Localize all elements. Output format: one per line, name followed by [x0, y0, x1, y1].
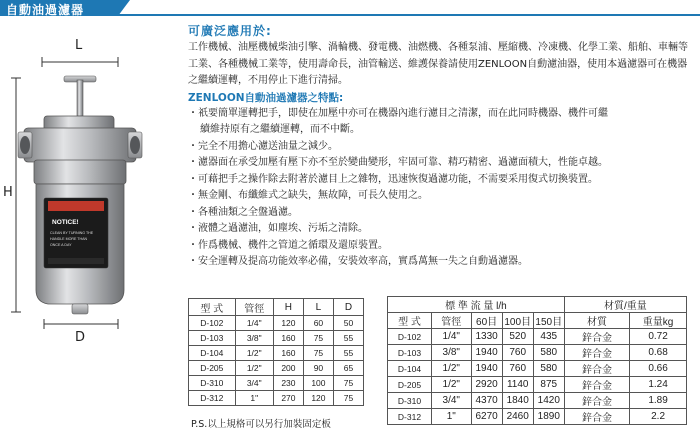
table-cell: 1/4": [235, 316, 273, 331]
table-cell: 230: [273, 376, 303, 391]
table-cell: D-310: [388, 393, 432, 409]
applications-paragraph: 工作機械、油壓機械柴油引擎、渦輪機、發電機、油燃機、各種泵浦、壓縮機、冷凍機、化學工業、船舶、車輛等工業、各種機械工業等，使用壽命長，油管輸送、維護保養請使用ZENLOON自動濾油器，使用本過濾器可在機器之繼續運轉，不用停止下進行清掃。: [188, 42, 688, 86]
applications-title: 可廣泛應用於:: [188, 24, 272, 38]
table-cell: 鋅合金: [564, 345, 629, 361]
table-row: [189, 346, 364, 361]
table-cell: 1940: [471, 345, 502, 361]
table-cell: 0.68: [630, 345, 687, 361]
header-cell: 材質: [564, 313, 629, 329]
table-cell: 75: [333, 376, 363, 391]
svg-text:CLEAN BY TURNING THE: CLEAN BY TURNING THE: [50, 231, 94, 235]
table-cell: 1420: [533, 393, 564, 409]
table-cell: 1.89: [630, 393, 687, 409]
table-cell: 760: [502, 345, 533, 361]
table-cell: 鋅合金: [564, 393, 629, 409]
table-row: [189, 376, 364, 391]
table-cell: 580: [533, 345, 564, 361]
table-cell: 1330: [471, 329, 502, 345]
table-cell: 75: [303, 331, 333, 346]
feature-item: ・液體之過濾油，如塵埃、污垢之清除。: [188, 223, 368, 234]
table-cell: 2920: [471, 377, 502, 393]
table-row: [189, 331, 364, 346]
table-cell: 0.66: [630, 361, 687, 377]
table-cell: 520: [502, 329, 533, 345]
filter-illustration: [0, 20, 180, 350]
table-cell: 120: [303, 391, 333, 406]
product-figure: [0, 20, 180, 350]
table-cell: 90: [303, 361, 333, 376]
dimension-label-d: D: [75, 330, 86, 345]
table-cell: 0.72: [630, 329, 687, 345]
page-title: 自動油過濾器: [6, 3, 85, 17]
feature-item: 續維持原有之繼續運轉，而不中斷。: [200, 124, 360, 135]
header-cell: 重量kg: [630, 313, 687, 329]
feature-item: ・安全運轉及提高功能效率必備，安裝效率高，實爲萬無一失之自動過濾器。: [188, 256, 528, 267]
table-cell: 160: [273, 346, 303, 361]
dimension-label-h: H: [3, 185, 13, 200]
dimensions-table: [188, 298, 364, 406]
table-cell: 1140: [502, 377, 533, 393]
table-row: [388, 393, 687, 409]
table-cell: 3/8": [431, 345, 471, 361]
features-title: ZENLOON自動油過濾器之特點:: [188, 91, 344, 104]
table-row: [388, 329, 687, 345]
table-cell: D-102: [388, 329, 432, 345]
table-cell: 100: [303, 376, 333, 391]
table-cell: 120: [273, 316, 303, 331]
feature-item: ・完全不用擔心濾送油量之減少。: [188, 140, 338, 152]
table-row: [388, 345, 687, 361]
table-cell: 60: [303, 316, 333, 331]
table-row: [388, 409, 687, 425]
table-cell: D-102: [189, 316, 236, 331]
flow-group-header: 標 準 流 量 l/h: [388, 297, 565, 313]
header-cell: D: [333, 299, 363, 316]
table-cell: 1840: [502, 393, 533, 409]
table-cell: 3/8": [235, 331, 273, 346]
table-cell: 875: [533, 377, 564, 393]
flow-rate-table: [387, 296, 687, 425]
table-cell: 1/2": [431, 377, 471, 393]
table-cell: D-103: [388, 345, 432, 361]
svg-text:NOTICE!: NOTICE!: [52, 219, 79, 226]
header-cell: H: [273, 299, 303, 316]
table-cell: D-310: [189, 376, 236, 391]
table-cell: 1.24: [630, 377, 687, 393]
feature-item: ・濾器面在承受加壓有壓下亦不至於變曲變形，牢固可靠、精巧精密、過濾面積大，性能卓越。: [188, 157, 608, 168]
header-cell: 100目: [502, 313, 533, 329]
table-cell: 75: [333, 391, 363, 406]
table-cell: 鋅合金: [564, 377, 629, 393]
table-cell: 6270: [471, 409, 502, 425]
table-cell: D-205: [388, 377, 432, 393]
table-cell: D-205: [189, 361, 236, 376]
table-cell: 55: [333, 331, 363, 346]
footnote: P.S.以上規格可以另行加裝固定板: [191, 419, 331, 430]
table-row: [189, 361, 364, 376]
svg-text:HANDLE MORE THAN: HANDLE MORE THAN: [50, 237, 88, 241]
feature-item: ・無金剛、布纖維式之缺失，無故障，可長久使用之。: [188, 190, 428, 201]
table-cell: D-104: [388, 361, 432, 377]
table-cell: 鋅合金: [564, 329, 629, 345]
table-cell: D-103: [189, 331, 236, 346]
header-cell: 型 式: [189, 299, 236, 316]
feature-item: ・可藉把手之操作除去附著於濾目上之雜物，迅速恢復過濾功能，不需要采用復式切換裝置。: [188, 173, 598, 185]
header-bar: [0, 0, 700, 16]
svg-text:ONCE A DAY: ONCE A DAY: [50, 243, 72, 247]
table-cell: 鋅合金: [564, 409, 629, 425]
table-cell: 鋅合金: [564, 361, 629, 377]
header-cell: L: [303, 299, 333, 316]
table-cell: 2.2: [630, 409, 687, 425]
table-group-header-row: [388, 297, 687, 313]
feature-item: ・祇要簡單運轉把手，即使在加壓中亦可在機器內進行濾目之清潔，而在此同時機器、機件可繼: [188, 107, 608, 119]
table-cell: 3/4": [235, 376, 273, 391]
table-cell: D-312: [189, 391, 236, 406]
table-cell: 4370: [471, 393, 502, 409]
dimension-label-l: L: [75, 38, 83, 53]
table-cell: 435: [533, 329, 564, 345]
table-row: [388, 361, 687, 377]
header-cell: 60目: [471, 313, 502, 329]
header-line: [118, 14, 700, 16]
table-cell: 1890: [533, 409, 564, 425]
table-cell: 50: [333, 316, 363, 331]
feature-item: ・各種油類之全盤過濾。: [188, 206, 298, 218]
table-header-row: [189, 299, 364, 316]
table-cell: 580: [533, 361, 564, 377]
table-cell: 160: [273, 331, 303, 346]
header-cell: 型 式: [388, 313, 432, 329]
table-header-row: [388, 313, 687, 329]
material-group-header: 材質/重量: [564, 297, 686, 313]
description-block: [188, 22, 693, 271]
header-cell: 管徑: [431, 313, 471, 329]
table-row: [189, 391, 364, 406]
table-cell: 1": [431, 409, 471, 425]
table-row: [189, 316, 364, 331]
table-cell: 1": [235, 391, 273, 406]
table-cell: 65: [333, 361, 363, 376]
table-row: [388, 377, 687, 393]
header-cell: 管徑: [235, 299, 273, 316]
table-cell: 55: [333, 346, 363, 361]
feature-item: ・作爲機械、機件之管道之循環及還原裝置。: [188, 239, 388, 251]
table-cell: D-104: [189, 346, 236, 361]
table-cell: 3/4": [431, 393, 471, 409]
header-cell: 150目: [533, 313, 564, 329]
table-cell: 200: [273, 361, 303, 376]
table-cell: 760: [502, 361, 533, 377]
table-cell: 1/2": [235, 361, 273, 376]
table-cell: 1/4": [431, 329, 471, 345]
table-cell: 1/2": [431, 361, 471, 377]
table-cell: 1/2": [235, 346, 273, 361]
table-cell: D-312: [388, 409, 432, 425]
table-cell: 270: [273, 391, 303, 406]
table-cell: 75: [303, 346, 333, 361]
table-cell: 2460: [502, 409, 533, 425]
table-cell: 1940: [471, 361, 502, 377]
